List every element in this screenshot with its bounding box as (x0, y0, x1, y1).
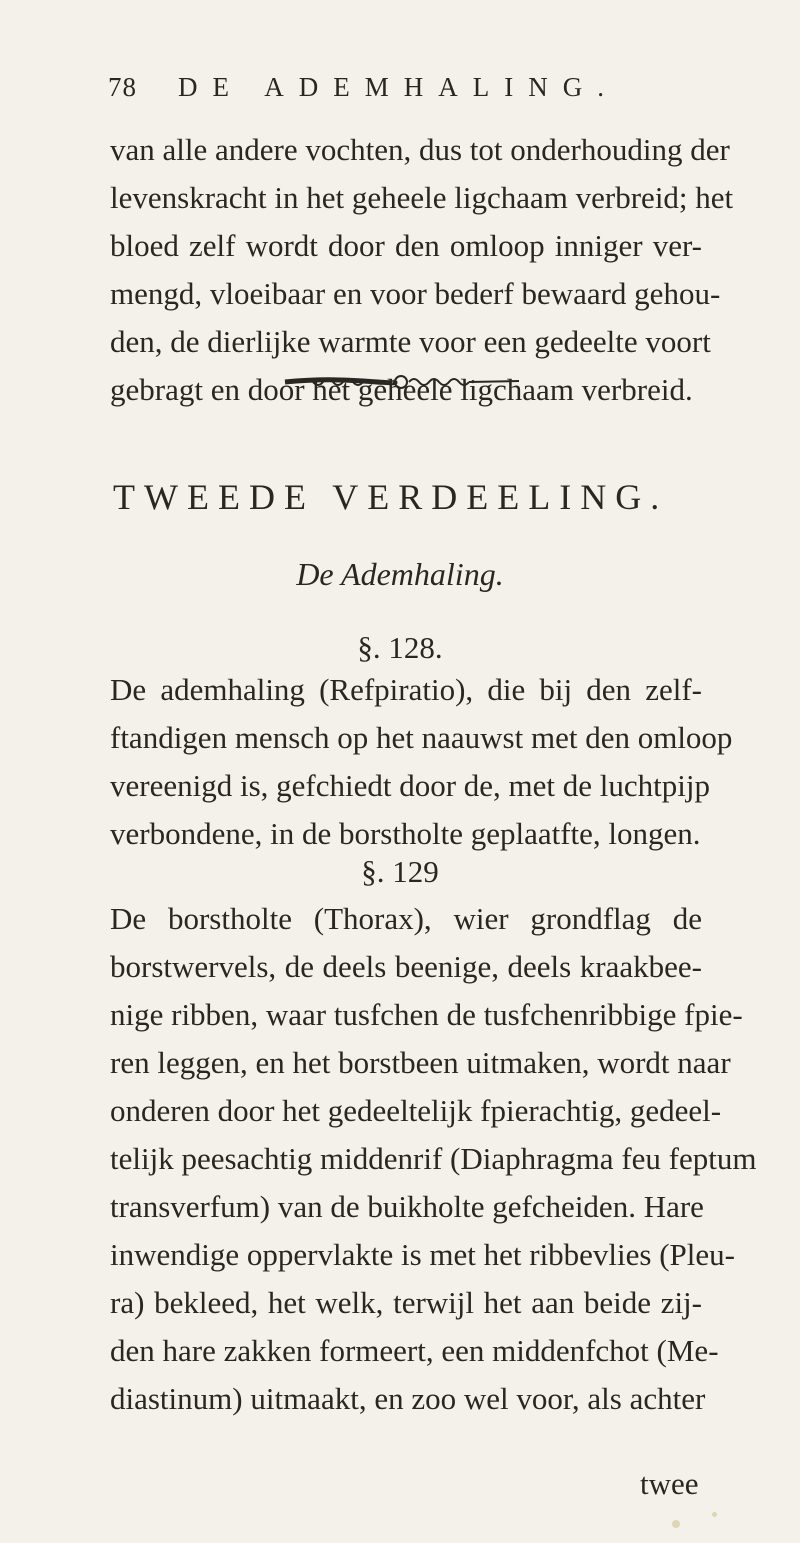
text-line: vereenigd is, gefchiedt door de, met de luchtpijp (110, 768, 711, 803)
text-line: onderen door het gedeeltelijk fpierachtig, gedeel- (110, 1093, 722, 1128)
section-subtitle: De Ademhaling. (296, 556, 504, 592)
catchword: twee (640, 1466, 699, 1501)
text-line: transverfum) van de buikholte gefcheiden. Hare (110, 1189, 704, 1224)
paragraph-128 (110, 666, 733, 858)
paper-speck (672, 1520, 680, 1528)
paragraph-number: §. 129 (361, 854, 439, 889)
text-line: De borstholte (Thorax), wier grondflag de (110, 901, 702, 936)
text-line: den hare zakken formeert, een middenfchot (Me- (110, 1333, 719, 1368)
intro-paragraph (110, 126, 734, 414)
text-line: nige ribben, waar tusfchen de tusfchenribbige fpie- (110, 997, 743, 1032)
paragraph-number: §. 128. (357, 630, 443, 665)
text-line: bloed zelf wordt door den omloop inniger ver- (110, 228, 702, 263)
page-number: 78 (108, 72, 137, 102)
paper-speck (712, 1512, 717, 1517)
text-line: mengd, vloeibaar en voor bederf bewaard gehou- (110, 276, 721, 311)
text-line: ra) bekleed, het welk, terwijl het aan beide zij- (110, 1285, 702, 1320)
text-line: ren leggen, en het borstbeen uitmaken, wordt naar (110, 1045, 731, 1080)
text-line: telijk peesachtig middenrif (Diaphragma feu feptum (110, 1141, 757, 1176)
text-line: borstwervels, de deels beenige, deels kraakbee- (110, 949, 702, 984)
paragraph-129 (110, 895, 757, 1423)
text-line: gebragt en door het geheele ligchaam verbreid. (110, 372, 693, 407)
text-line: ftandigen mensch op het naauwst met den omloop (110, 720, 733, 755)
text-line: De ademhaling (Refpiratio), die bij den zelf- (110, 672, 702, 707)
text-line: van alle andere vochten, dus tot onderhouding der (110, 132, 730, 167)
text-line: den, de dierlijke warmte voor een gedeelte voort (110, 324, 711, 359)
text-line: verbondene, in de borstholte geplaatfte, longen. (110, 816, 701, 851)
text-line: diastinum) uitmaakt, en zoo wel voor, als achter (110, 1381, 706, 1416)
text-line: inwendige oppervlakte is met het ribbevlies (Pleu- (110, 1237, 735, 1272)
ornament-rule (283, 372, 521, 392)
running-title: DE ADEMHALING. (178, 72, 619, 102)
section-title: TWEEDE VERDEELING. (113, 477, 669, 517)
text-line: levenskracht in het geheele ligchaam verbreid; het (110, 180, 734, 215)
